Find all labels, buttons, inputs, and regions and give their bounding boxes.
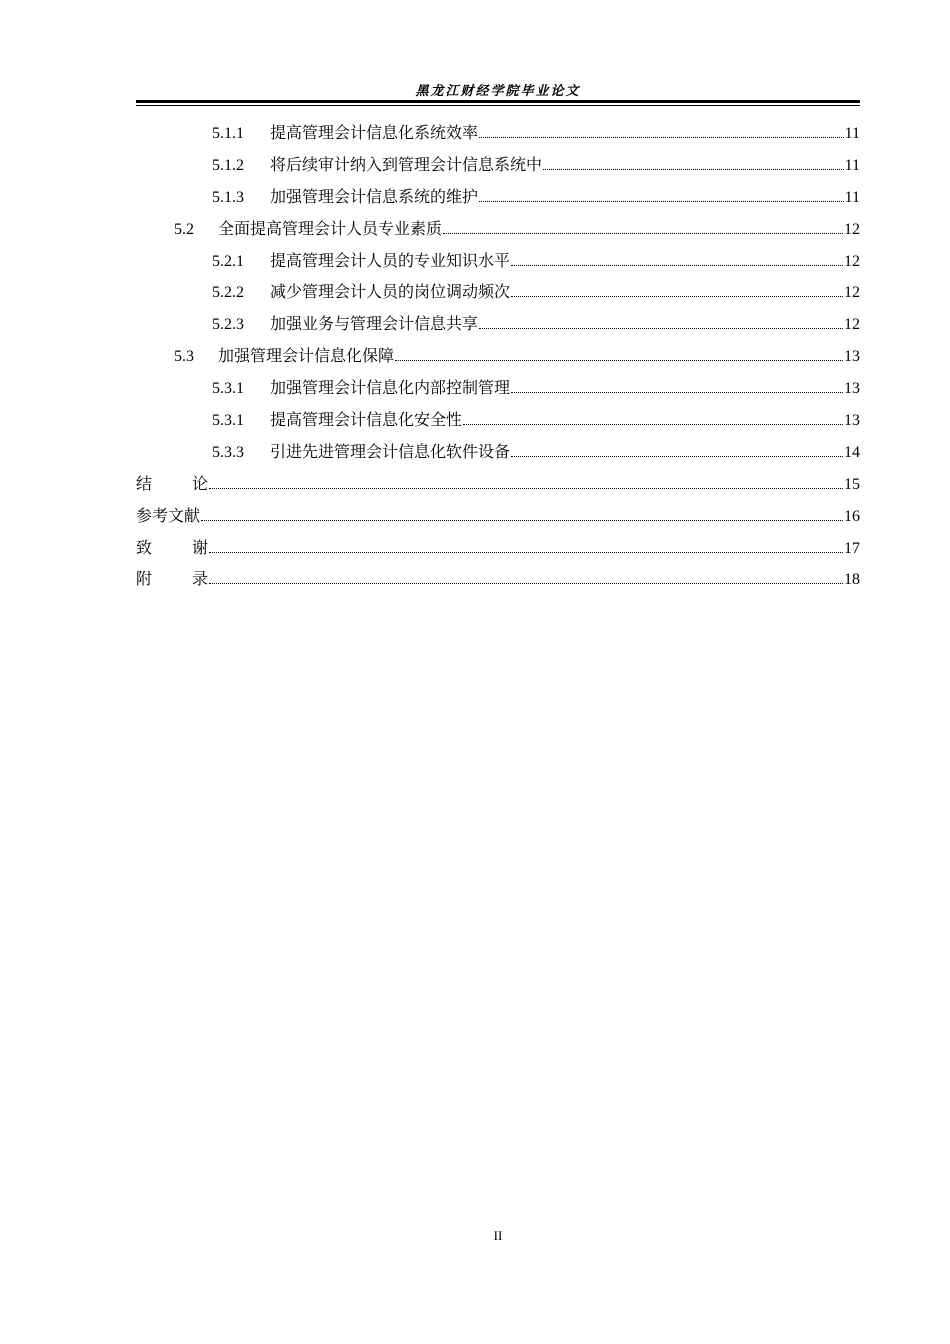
toc-entry-page-number: 13 [844, 348, 860, 366]
toc-dot-leader [209, 487, 843, 489]
toc-entry-number: 5.2.2 [212, 284, 244, 302]
toc-entry-page-number: 17 [844, 539, 860, 557]
toc-entry-page-number: 12 [844, 284, 860, 302]
toc-entry-number: 5.2 [174, 220, 194, 238]
toc-entry[interactable] [136, 309, 860, 341]
toc-entry-label: 加强管理会计信息化保障 [218, 348, 395, 366]
toc-entry-label: 提高管理会计信息化系统效率 [270, 125, 479, 142]
toc-dot-leader [511, 264, 843, 266]
toc-entry-number: 5.3.1 [212, 412, 244, 430]
toc-entry-page-number: 11 [844, 188, 860, 206]
toc-entry-page-number: 12 [844, 252, 860, 270]
toc-entry[interactable] [136, 182, 860, 214]
toc-dot-leader [543, 168, 844, 170]
toc-entry-number: 5.3.3 [212, 443, 244, 461]
toc-entry[interactable] [136, 469, 860, 501]
toc-entry-number: 5.1.3 [212, 188, 244, 206]
toc-entry[interactable] [136, 437, 860, 469]
toc-entry-label: 加强管理会计信息系统的维护 [270, 188, 479, 206]
toc-dot-leader [511, 391, 843, 393]
toc-entry-label: 加强业务与管理会计信息共享 [270, 316, 479, 334]
toc-entry-number: 5.1.1 [212, 125, 244, 142]
toc-dot-leader [209, 551, 843, 553]
toc-entry-label: 全面提高管理会计人员专业素质 [218, 220, 443, 238]
header-rule-thin [136, 105, 860, 106]
toc-dot-leader [463, 423, 843, 425]
toc-entry-page-number: 11 [844, 125, 860, 142]
toc-entry-label: 引进先进管理会计信息化软件设备 [270, 443, 511, 461]
toc-entry-page-number: 12 [844, 316, 860, 334]
toc-entry[interactable] [136, 150, 860, 182]
toc-dot-leader [511, 295, 843, 297]
toc-entry-page-number: 15 [844, 475, 860, 493]
toc-dot-leader [479, 200, 844, 202]
toc-entry-label: 参考文献 [136, 507, 201, 525]
toc-dot-leader [201, 519, 843, 521]
toc-entry[interactable] [136, 341, 860, 373]
toc-entry-page-number: 11 [844, 156, 860, 174]
toc-entry-number: 5.2.3 [212, 316, 244, 334]
toc-entry-label: 结论 [136, 475, 249, 493]
toc-entry-label: 减少管理会计人员的岗位调动频次 [270, 284, 511, 302]
toc-entry[interactable] [136, 501, 860, 533]
toc-entry[interactable] [136, 373, 860, 405]
toc-entry-label: 提高管理会计人员的专业知识水平 [270, 252, 511, 270]
toc-entry-page-number: 18 [844, 571, 860, 589]
running-header-title: 黑龙江财经学院毕业论文 [415, 84, 581, 99]
toc-entry-number: 5.3.1 [212, 380, 244, 398]
toc-entry-number: 5.2.1 [212, 252, 244, 270]
toc-entry[interactable] [136, 214, 860, 246]
table-of-contents [136, 118, 860, 596]
toc-entry[interactable] [136, 564, 860, 596]
toc-entry-label: 致谢 [136, 539, 249, 557]
toc-dot-leader [443, 232, 843, 234]
toc-entry-number: 5.1.2 [212, 156, 244, 174]
toc-entry-page-number: 16 [844, 507, 860, 525]
toc-entry-page-number: 12 [844, 220, 860, 238]
toc-entry-label: 加强管理会计信息化内部控制管理 [270, 380, 511, 398]
toc-entry-page-number: 13 [844, 412, 860, 430]
toc-dot-leader [209, 582, 843, 584]
toc-entry[interactable] [136, 246, 860, 278]
toc-entry-page-number: 14 [844, 443, 860, 461]
page-number-footer: II [493, 1228, 503, 1243]
toc-entry[interactable] [136, 118, 860, 150]
toc-dot-leader [511, 455, 843, 457]
header-rule-thick [136, 100, 860, 103]
toc-dot-leader [479, 136, 844, 138]
toc-entry[interactable] [136, 405, 860, 437]
toc-entry-label: 提高管理会计信息化安全性 [270, 412, 463, 430]
toc-entry[interactable] [136, 277, 860, 309]
toc-dot-leader [479, 327, 843, 329]
toc-dot-leader [395, 359, 843, 361]
toc-entry-page-number: 13 [844, 380, 860, 398]
toc-entry-label: 将后续审计纳入到管理会计信息系统中 [270, 156, 543, 174]
toc-entry-number: 5.3 [174, 348, 194, 366]
toc-entry-label: 附录 [136, 571, 249, 589]
toc-entry[interactable] [136, 533, 860, 565]
